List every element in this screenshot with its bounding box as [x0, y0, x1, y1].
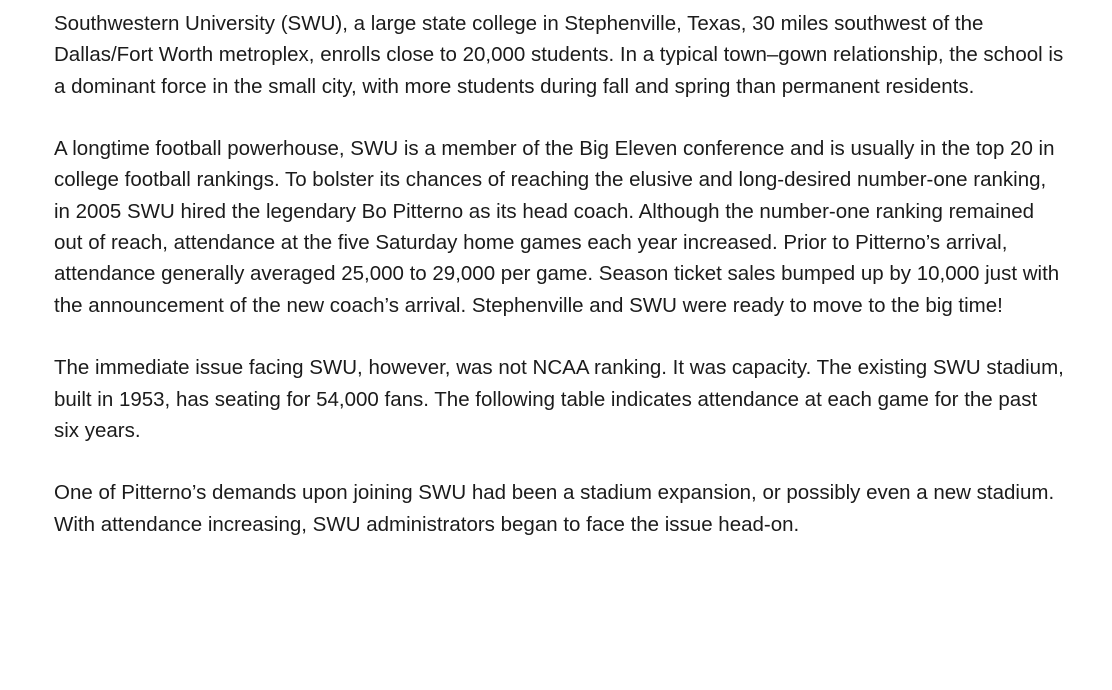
- paragraph-capacity-issue: The immediate issue facing SWU, however, was not NCAA ranking. It was capacity. The existing SWU stadium, built in 1953, has seating for 54,000 fans. The following table indicates attendance at each game for the past six years.: [54, 356, 1064, 442]
- paragraph-stadium-expansion: One of Pitterno’s demands upon joining SWU had been a stadium expansion, or possibly even a new stadium. With attendance increasing, SWU administrators began to face the issue head-on.: [54, 481, 1055, 536]
- paragraph-intro: Southwestern University (SWU), a large state college in Stephenville, Texas, 30 miles southwest of the Dallas/Fort Worth metroplex, enrolls close to 20,000 students. In a typical town–gown relationship, the school is a dominant force in the small city, with more students during fall and spring than permanent residents.: [54, 12, 1064, 98]
- paragraph-football-history: A longtime football powerhouse, SWU is a member of the Big Eleven conference and is usually in the top 20 in college football rankings. To bolster its chances of reaching the elusive and long-desired number-one ranking, in 2005 SWU hired the legendary Bo Pitterno as its head coach. Although the number-one ranking remained out of reach, attendance at the five Saturday home games each year increased. Prior to Pitterno’s arrival, attendance generally averaged 25,000 to 29,000 per game. Season ticket sales bumped up by 10,000 just with the announcement of the new coach’s arrival. Stephenville and SWU were ready to move to the big time!: [54, 137, 1060, 317]
- document-body: [54, 8, 1064, 571]
